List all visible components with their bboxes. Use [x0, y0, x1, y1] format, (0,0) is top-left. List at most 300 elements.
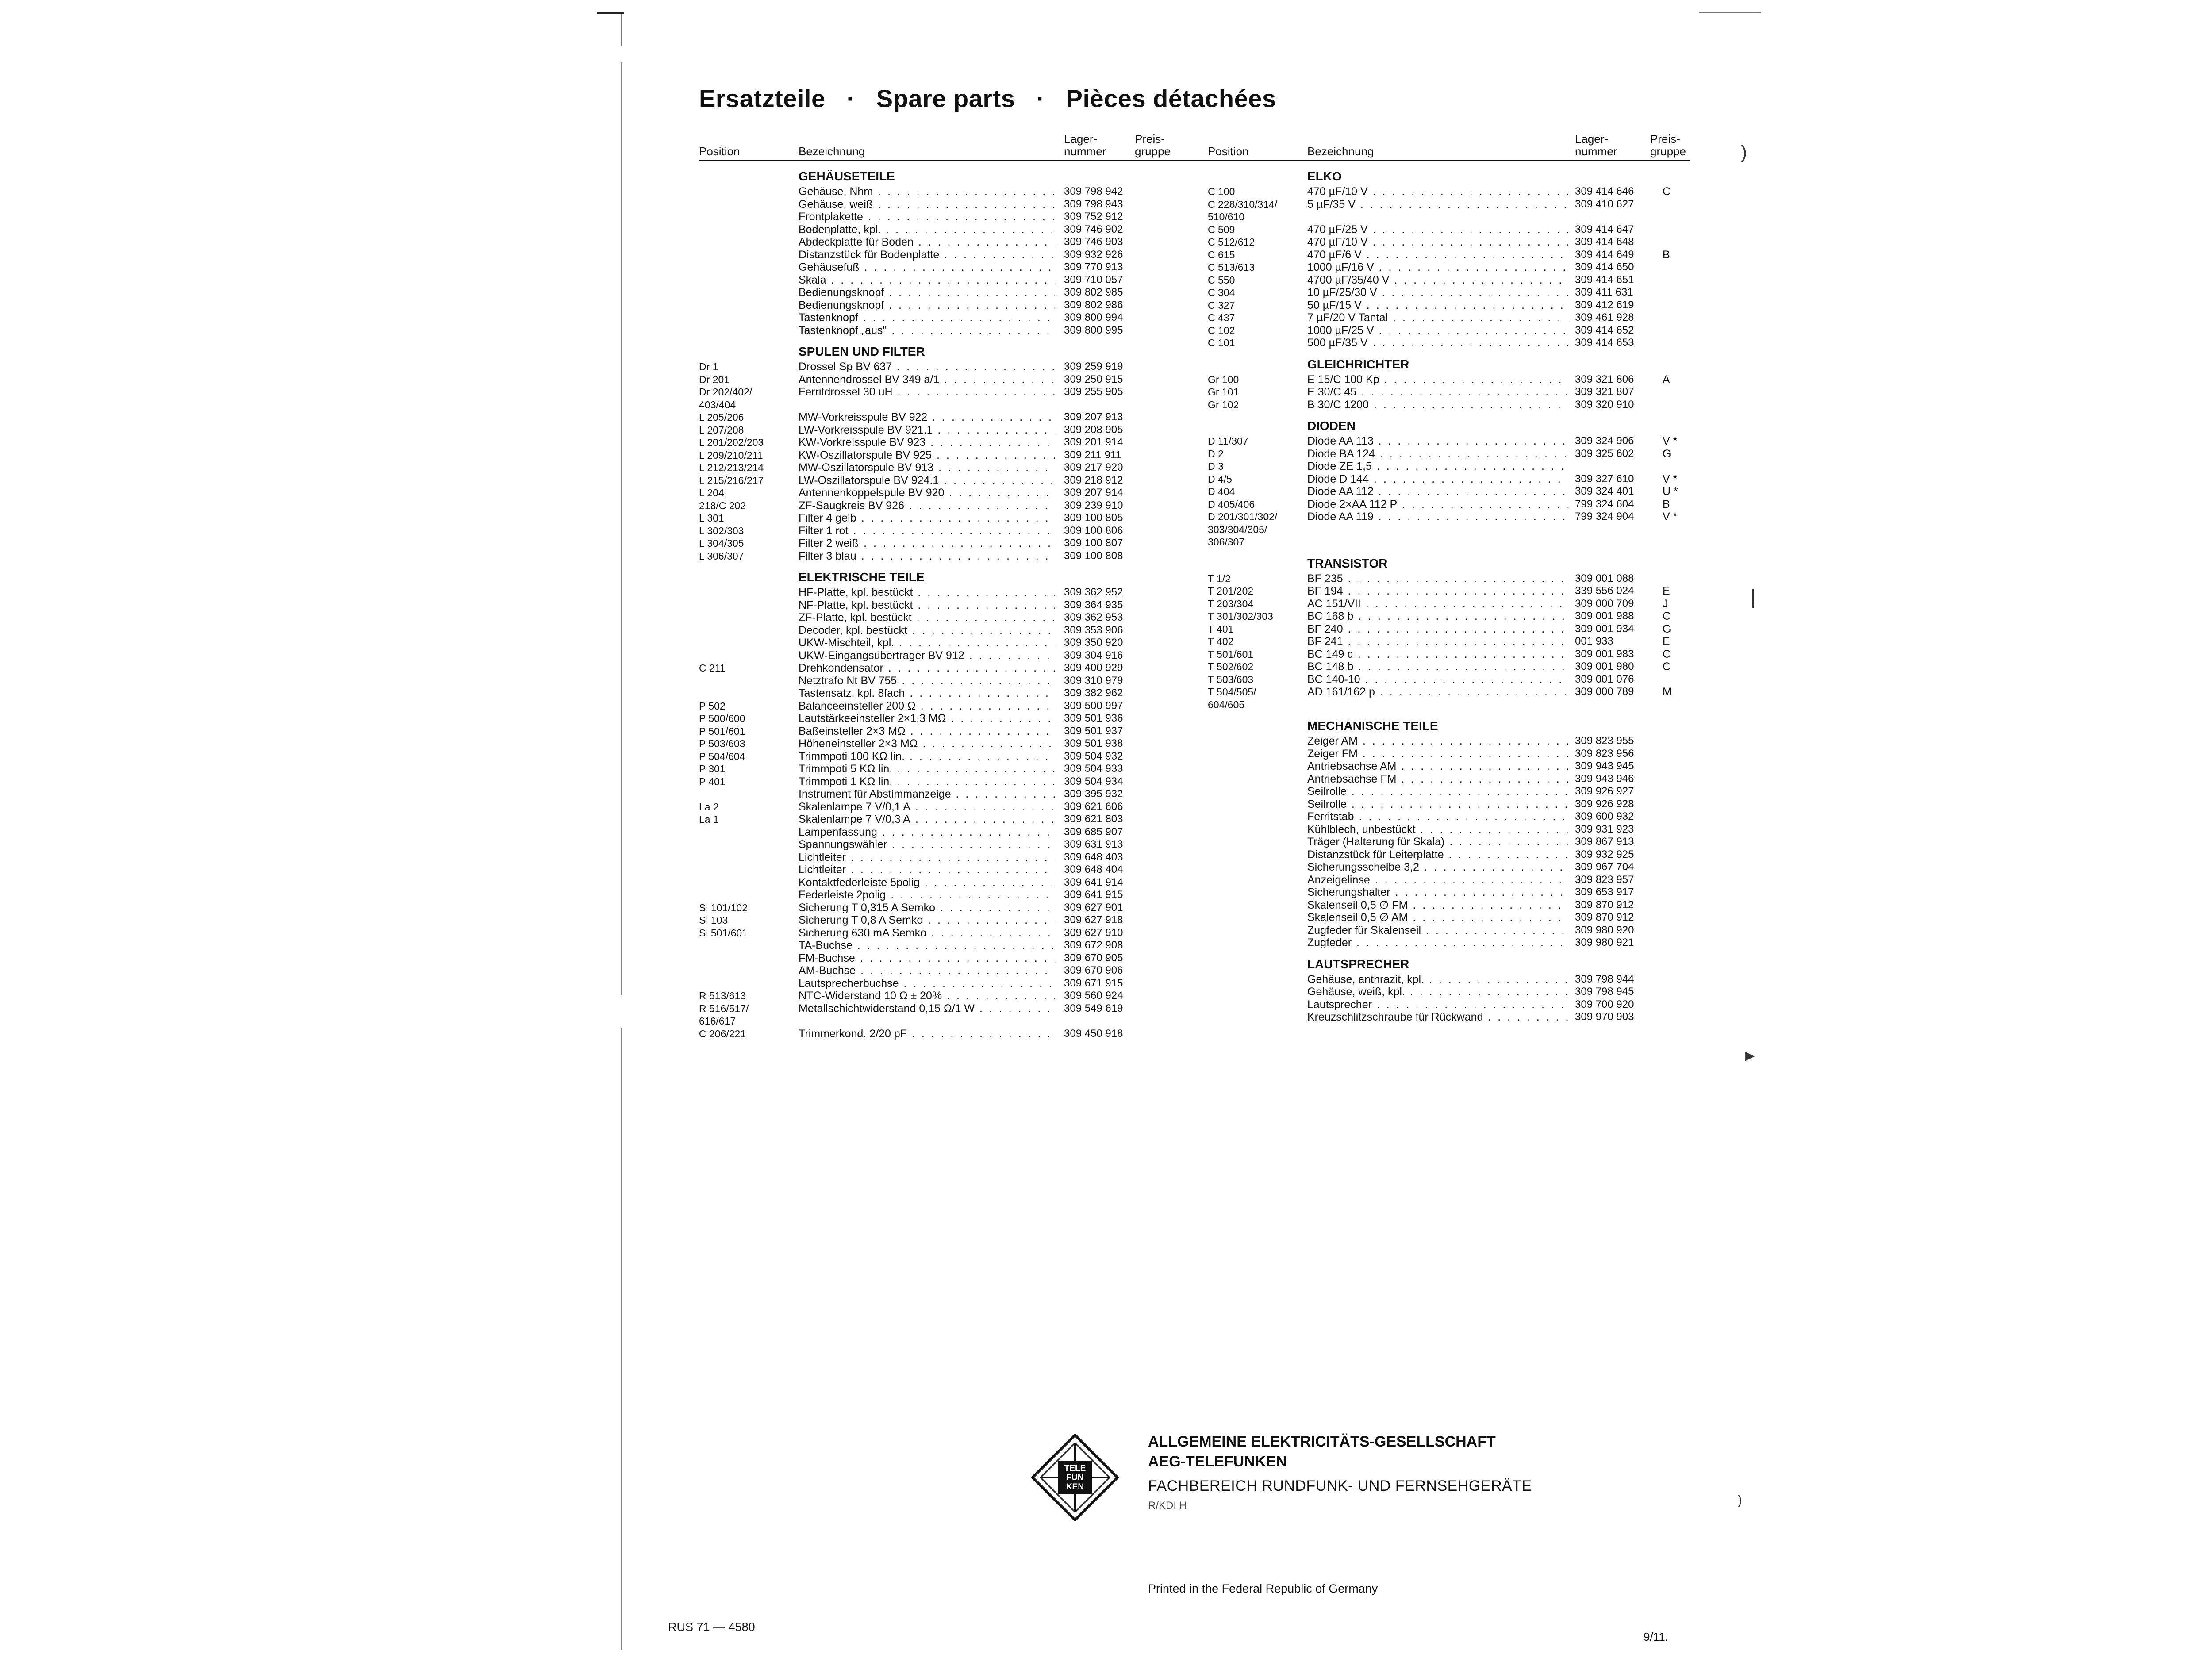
telefunken-logo [1031, 1433, 1119, 1522]
part-description: Tastenknopf „aus" . . . [799, 324, 1055, 337]
stock-number: 309 100 805 [1064, 512, 1123, 524]
table-row [1208, 448, 1690, 461]
table-row [1208, 435, 1690, 448]
stock-number: 309 700 920 [1575, 998, 1634, 1010]
table-row [699, 952, 1245, 965]
part-position: T 1/2 [1208, 572, 1231, 584]
section-heading: MECHANISCHE TEILE [1307, 719, 1438, 733]
part-description: Gehäusefuß . . . [799, 261, 1055, 274]
table-row [699, 864, 1245, 876]
part-description: UKW-Eingangsübertrager BV 912 . . . [799, 649, 1055, 662]
table-row [1208, 823, 1690, 836]
stock-number: 309 970 903 [1575, 1011, 1634, 1023]
stock-number: 309 560 924 [1064, 990, 1123, 1002]
part-description: Antennenkoppelspule BV 920 . . . [799, 487, 1055, 499]
part-description: Decoder, kpl. bestückt . . . [799, 624, 1055, 637]
price-group: U * [1663, 485, 1678, 498]
part-description: LW-Vorkreisspule BV 921.1 . . . [799, 424, 1055, 437]
stock-number: 309 207 914 [1064, 487, 1123, 499]
part-position: P 504/604 [699, 750, 745, 762]
stock-number: 309 218 912 [1064, 474, 1123, 486]
part-description: KW-Oszillatorspule BV 925 . . . [799, 449, 1055, 462]
part-description: 1000 µF/25 V . . . [1307, 324, 1568, 337]
part-description: Sicherung 630 mA Semko . . . [799, 927, 1055, 940]
table-row [699, 185, 1245, 198]
part-description: FM-Buchse . . . [799, 952, 1055, 965]
stock-number: 309 450 918 [1064, 1027, 1123, 1040]
table-row [1208, 610, 1690, 623]
part-description: Filter 3 blau . . . [799, 550, 1055, 563]
stock-number: 309 943 945 [1575, 760, 1634, 772]
svg-text:KEN: KEN [1066, 1482, 1084, 1492]
table-row [699, 249, 1245, 261]
table-row [699, 286, 1245, 299]
stock-number: 309 255 905 [1064, 386, 1123, 398]
part-position: L 215/216/217 [699, 474, 764, 486]
table-row [699, 687, 1245, 700]
stock-number: 309 670 906 [1064, 964, 1123, 976]
part-description: Bodenplatte, kpl. . . . [799, 223, 1055, 236]
stock-number: 309 653 917 [1575, 886, 1634, 898]
price-group: M [1663, 686, 1672, 698]
table-row [1208, 861, 1690, 874]
table-row [1208, 498, 1690, 511]
table-row [699, 512, 1245, 525]
part-description: Diode AA 113 . . . [1307, 435, 1568, 448]
table-body [1208, 168, 1690, 1024]
table-row [699, 712, 1245, 725]
part-description: Trimmpoti 5 KΩ lin. . . . [799, 763, 1055, 775]
price-group: A [1663, 373, 1670, 386]
part-description: Tastenknopf . . . [799, 311, 1055, 324]
part-position: T 502/602 [1208, 661, 1254, 672]
printed-in-note: Printed in the Federal Republic of Germany [1148, 1582, 1378, 1595]
stock-number: 309 364 935 [1064, 599, 1123, 611]
title-separator: · [846, 84, 855, 112]
company-name: ALLGEMEINE ELEKTRICITÄTS-GESELLSCHAFT [1148, 1433, 1496, 1450]
part-description: Distanzstück für Bodenplatte . . . [799, 249, 1055, 261]
part-description: 10 µF/25/30 V . . . [1307, 286, 1568, 299]
table-row [699, 261, 1245, 274]
part-position: C 100 [1208, 186, 1235, 197]
table-row [1208, 185, 1690, 198]
stock-number: 309 001 980 [1575, 660, 1634, 672]
table-row [699, 725, 1245, 738]
part-position: 306/307 [1208, 536, 1245, 548]
stock-number: 309 631 913 [1064, 838, 1123, 850]
table-row [1208, 473, 1690, 486]
stock-number: 309 800 995 [1064, 324, 1123, 336]
part-description: Abdeckplatte für Boden . . . [799, 236, 1055, 249]
part-description: Diode ZE 1,5 . . . [1307, 460, 1568, 473]
table-row [1208, 924, 1690, 937]
part-position: Dr 201 [699, 373, 730, 385]
stock-number: 309 671 915 [1064, 977, 1123, 989]
stock-number: 309 627 901 [1064, 901, 1123, 913]
stock-number: 309 001 088 [1575, 572, 1634, 584]
part-description: Drehkondensator . . . [799, 662, 1055, 675]
table-row [699, 373, 1245, 386]
table-row [1208, 286, 1690, 299]
table-row [1208, 810, 1690, 823]
table-row [699, 637, 1245, 649]
table-row [699, 586, 1245, 599]
part-description: BF 241 . . . [1307, 635, 1568, 648]
part-position: La 1 [699, 814, 719, 825]
title-separator: · [1036, 84, 1045, 112]
part-position: Si 103 [699, 914, 728, 926]
part-description: Lautsprecherbuchse . . . [799, 977, 1055, 990]
part-description: 7 µF/20 V Tantal . . . [1307, 311, 1568, 324]
parts-table-left [699, 124, 1245, 1040]
part-description: Skalenlampe 7 V/0,1 A . . . [799, 801, 1055, 814]
part-position: C 513/613 [1208, 261, 1255, 273]
part-description: Diode 2×AA 112 P . . . [1307, 498, 1568, 511]
header-position: Position [1208, 145, 1249, 158]
price-group: B [1663, 498, 1670, 510]
table-row [699, 424, 1245, 437]
part-description: Filter 1 rot . . . [799, 525, 1055, 537]
stock-number: 309 414 651 [1575, 273, 1634, 286]
stock-number: 309 414 653 [1575, 337, 1634, 349]
part-description: LW-Oszillatorspule BV 924.1 . . . [799, 474, 1055, 487]
stock-number: 309 504 934 [1064, 775, 1123, 787]
part-position: 218/C 202 [699, 499, 746, 511]
table-row [699, 700, 1245, 713]
part-description: Sicherung T 0,8 A Semko . . . [799, 914, 1055, 927]
part-position: L 207/208 [699, 424, 744, 436]
stock-number: 309 382 962 [1064, 687, 1123, 699]
part-position: D 3 [1208, 461, 1224, 472]
part-description: 470 µF/25 V . . . [1307, 223, 1568, 236]
stock-number: 309 800 994 [1064, 311, 1123, 323]
part-position: C 102 [1208, 324, 1235, 336]
part-position: R 516/517/ [699, 1002, 749, 1014]
stock-number: 309 001 988 [1575, 610, 1634, 622]
part-description: Zugfeder für Skalenseil . . . [1307, 924, 1568, 937]
part-position: L 301 [699, 512, 724, 524]
table-row [699, 750, 1245, 763]
stock-number: 309 980 920 [1575, 924, 1634, 936]
table-row [1208, 660, 1690, 673]
table-row [699, 964, 1245, 977]
stock-number: 309 932 926 [1064, 248, 1123, 261]
table-row [1208, 886, 1690, 899]
section-heading: GEHÄUSETEILE [799, 169, 895, 183]
part-description: Ferritdrossel 30 uH . . . [799, 386, 1055, 399]
part-description: Anzeigelinse . . . [1307, 874, 1568, 887]
table-row [1208, 536, 1690, 549]
svg-text:FUN: FUN [1066, 1473, 1084, 1482]
stock-number: 309 201 914 [1064, 436, 1123, 448]
table-row [699, 990, 1245, 1002]
scan-corner-mark [597, 12, 624, 14]
part-position: Dr 1 [699, 361, 718, 372]
part-description: Sicherung T 0,315 A Semko . . . [799, 902, 1055, 914]
part-position: Si 101/102 [699, 902, 748, 913]
stock-number: 309 304 916 [1064, 649, 1123, 661]
part-description: Lautstärkeeinsteller 2×1,3 MΩ . . . [799, 712, 1055, 725]
table-row [699, 775, 1245, 788]
part-description: E 30/C 45 . . . [1307, 386, 1568, 399]
stock-number: 309 414 646 [1575, 185, 1634, 197]
table-row [1208, 623, 1690, 636]
stock-number: 309 259 919 [1064, 361, 1123, 372]
stock-number: 309 211 911 [1064, 449, 1121, 461]
table-row [699, 939, 1245, 952]
part-description: Ferritstab . . . [1307, 810, 1568, 823]
table-row [699, 361, 1245, 373]
table-row [1208, 399, 1690, 411]
table-row [699, 737, 1245, 750]
section-heading: GLEICHRICHTER [1307, 357, 1409, 371]
table-row [699, 662, 1245, 675]
stock-number: 309 967 704 [1575, 861, 1634, 873]
part-description: Höheneinsteller 2×3 MΩ . . . [799, 737, 1055, 750]
part-position: C 509 [1208, 223, 1235, 235]
table-row [699, 274, 1245, 287]
part-position: L 204 [699, 487, 724, 499]
price-group: J [1663, 597, 1668, 610]
table-row [1208, 748, 1690, 760]
part-description: Trimmpoti 1 KΩ lin. . . . [799, 775, 1055, 788]
stock-number: 309 321 807 [1575, 386, 1634, 398]
table-row [699, 611, 1245, 624]
part-description: Instrument für Abstimmanzeige . . . [799, 788, 1055, 801]
stock-number: 309 798 944 [1575, 973, 1634, 985]
part-position: L 306/307 [699, 550, 744, 562]
table-row [1208, 510, 1690, 523]
department-code: R/KDI H [1148, 1500, 1187, 1512]
part-position: 604/605 [1208, 699, 1245, 710]
table-row [699, 763, 1245, 775]
part-position: C 101 [1208, 337, 1235, 349]
stock-number: 309 549 619 [1064, 1002, 1123, 1014]
part-description: 470 µF/10 V . . . [1307, 185, 1568, 198]
part-description: Federleiste 2polig . . . [799, 889, 1055, 902]
stock-number: 309 943 946 [1575, 772, 1634, 785]
table-row [699, 537, 1245, 550]
stock-number: 309 798 943 [1064, 198, 1123, 210]
table-header [699, 124, 1245, 161]
part-description: Zeiger AM . . . [1307, 735, 1568, 748]
table-row [1208, 236, 1690, 249]
table-row [1208, 211, 1690, 223]
part-description: BC 168 b . . . [1307, 610, 1568, 623]
header-price-group: Preis- gruppe [1135, 132, 1171, 158]
part-description: Gehäuse, weiß . . . [799, 198, 1055, 211]
section-heading: ELKO [1307, 169, 1342, 183]
table-row [1208, 785, 1690, 798]
table-row [699, 474, 1245, 487]
table-row [699, 927, 1245, 940]
table-row [699, 649, 1245, 662]
stock-number: 309 823 957 [1575, 873, 1634, 886]
part-description: AD 161/162 p . . . [1307, 686, 1568, 699]
table-row [699, 324, 1245, 337]
stock-number: 309 802 986 [1064, 299, 1123, 311]
part-position: Dr 202/402/ [699, 386, 753, 398]
part-position: C 512/612 [1208, 236, 1255, 248]
stock-number: 309 672 908 [1064, 939, 1123, 951]
price-group: G [1663, 622, 1671, 635]
svg-text:TELE: TELE [1064, 1464, 1086, 1473]
part-description: ZF-Saugkreis BV 926 . . . [799, 499, 1055, 512]
table-header [1208, 124, 1690, 161]
part-description: Tastensatz, kpl. 8fach . . . [799, 687, 1055, 700]
stock-number: 309 770 913 [1064, 261, 1123, 273]
scan-mark: ▸ [1745, 1044, 1755, 1065]
page-title [699, 84, 1276, 113]
part-description: 1000 µF/16 V . . . [1307, 261, 1568, 274]
table-row [1208, 485, 1690, 498]
part-description: BF 194 . . . [1307, 585, 1568, 598]
part-description: NF-Platte, kpl. bestückt . . . [799, 599, 1055, 612]
table-row [699, 876, 1245, 889]
stock-number: 309 752 912 [1064, 211, 1123, 223]
stock-number: 309 414 652 [1575, 324, 1634, 336]
table-row [1208, 223, 1690, 236]
part-position: C 206/221 [699, 1028, 746, 1040]
stock-number: 309 926 928 [1575, 798, 1634, 810]
part-description: Bedienungsknopf . . . [799, 286, 1055, 299]
stock-number: 309 208 905 [1064, 423, 1123, 436]
part-description: Zeiger FM . . . [1307, 748, 1568, 760]
table-row [1208, 998, 1690, 1011]
part-position: T 503/603 [1208, 673, 1254, 685]
part-description: Seilrolle . . . [1307, 798, 1568, 811]
stock-number: 001 933 [1575, 635, 1613, 647]
stock-number: 309 321 806 [1575, 373, 1634, 385]
stock-number: 309 746 902 [1064, 223, 1123, 235]
table-row [1208, 598, 1690, 610]
part-description: BF 235 . . . [1307, 572, 1568, 585]
price-group: C [1663, 648, 1671, 660]
table-row [1208, 760, 1690, 773]
part-description: Netztrafo Nt BV 755 . . . [799, 675, 1055, 687]
part-description: Kühlblech, unbestückt . . . [1307, 823, 1568, 836]
part-description: Balanceeinsteller 200 Ω . . . [799, 700, 1055, 713]
table-row [1208, 936, 1690, 949]
part-description: Gehäuse, anthrazit, kpl. . . . [1307, 973, 1568, 986]
section-heading: TRANSISTOR [1307, 556, 1388, 570]
title-de: Ersatzteile [699, 84, 826, 112]
table-row [1208, 373, 1690, 386]
stock-number: 309 627 910 [1064, 926, 1123, 939]
stock-number: 309 411 631 [1575, 286, 1633, 298]
price-group: C [1663, 660, 1671, 673]
header-stock-number: Lager- nummer [1575, 132, 1617, 158]
stock-number: 309 621 803 [1064, 813, 1123, 825]
stock-number: 309 414 647 [1575, 223, 1634, 235]
part-description: AM-Buchse . . . [799, 964, 1055, 977]
stock-number: 309 100 808 [1064, 549, 1123, 562]
stock-number: 309 802 985 [1064, 286, 1123, 298]
part-position: P 501/601 [699, 725, 745, 737]
table-row [699, 1028, 1245, 1040]
table-row [699, 675, 1245, 687]
part-position: T 402 [1208, 636, 1234, 647]
stock-number: 309 000 709 [1575, 597, 1634, 610]
stock-number: 309 926 927 [1575, 785, 1634, 797]
table-row [1208, 274, 1690, 287]
part-position: L 209/210/211 [699, 449, 763, 461]
table-row [1208, 523, 1690, 536]
table-row [699, 386, 1245, 399]
header-description: Bezeichnung [1307, 145, 1374, 158]
part-description: B 30/C 1200 . . . [1307, 399, 1568, 411]
table-row [1208, 798, 1690, 811]
part-description: Zugfeder . . . [1307, 936, 1568, 949]
table-row [1208, 324, 1690, 337]
stock-number: 309 410 627 [1575, 198, 1634, 210]
part-description: Diode AA 112 . . . [1307, 485, 1568, 498]
part-description: Lichtleiter . . . [799, 851, 1055, 864]
part-position: C 615 [1208, 249, 1235, 261]
stock-number: 309 867 913 [1575, 836, 1634, 848]
part-description: Kreuzschlitzschraube für Rückwand . . . [1307, 1011, 1568, 1024]
table-row [699, 299, 1245, 312]
part-position: Gr 102 [1208, 399, 1239, 411]
price-group: V * [1663, 435, 1678, 447]
part-position: C 211 [699, 662, 726, 674]
part-position: L 212/213/214 [699, 462, 764, 473]
stock-number: 799 324 904 [1575, 510, 1634, 522]
table-row [1208, 299, 1690, 312]
table-row [1208, 1011, 1690, 1024]
scan-edge-line [621, 13, 622, 1650]
part-position: 616/617 [699, 1015, 736, 1027]
table-row [699, 851, 1245, 864]
stock-number: 309 414 650 [1575, 261, 1634, 273]
price-group: C [1663, 185, 1671, 198]
part-position: P 502 [699, 700, 726, 712]
part-description: Diode D 144 . . . [1307, 473, 1568, 486]
price-group: V * [1663, 510, 1678, 523]
part-description: Antriebsachse FM . . . [1307, 773, 1568, 786]
table-row [1208, 836, 1690, 848]
stock-number: 309 395 932 [1064, 788, 1123, 800]
stock-number: 309 932 925 [1575, 848, 1634, 860]
stock-number: 309 001 934 [1575, 622, 1634, 635]
section-heading: SPULEN UND FILTER [799, 345, 925, 358]
part-description: Spannungswähler . . . [799, 838, 1055, 851]
table-row [699, 1015, 1245, 1028]
stock-number: 799 324 604 [1575, 498, 1634, 510]
part-description: Diode BA 124 . . . [1307, 448, 1568, 461]
stock-number: 309 207 913 [1064, 411, 1123, 423]
part-position: D 4/5 [1208, 473, 1232, 485]
table-row [1208, 386, 1690, 399]
table-row [1208, 773, 1690, 786]
stock-number: 309 414 648 [1575, 236, 1634, 248]
table-row [699, 436, 1245, 449]
part-position: P 301 [699, 763, 726, 775]
price-group: G [1663, 447, 1671, 460]
part-position: D 405/406 [1208, 498, 1255, 510]
table-row [699, 1002, 1245, 1015]
table-row [699, 223, 1245, 236]
table-row [1208, 635, 1690, 648]
division-name: FACHBEREICH RUNDFUNK- UND FERNSEHGERÄTE [1148, 1478, 1532, 1494]
part-description: Bedienungsknopf . . . [799, 299, 1055, 312]
part-position: Gr 101 [1208, 386, 1239, 398]
stock-number: 309 870 912 [1575, 898, 1634, 911]
part-description: MW-Oszillatorspule BV 913 . . . [799, 461, 1055, 474]
part-description: Antennendrossel BV 349 a/1 . . . [799, 373, 1055, 386]
table-row [699, 889, 1245, 902]
part-description: Trimmerkond. 2/20 pF . . . [799, 1028, 1055, 1040]
